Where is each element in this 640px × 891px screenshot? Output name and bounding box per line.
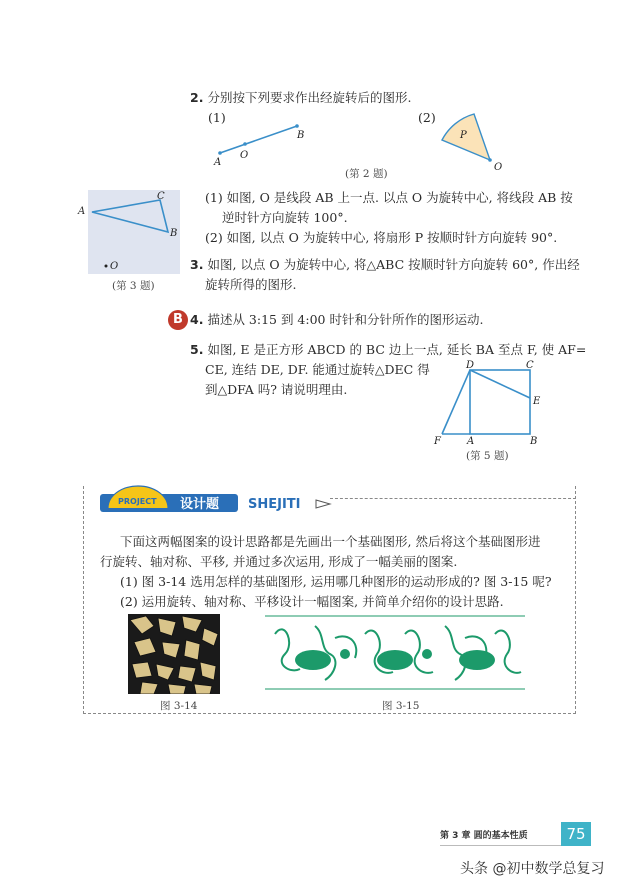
q5-text1: 如图, E 是正方形 ABCD 的 BC 边上一点, 延长 BA 至点 F, 使 AF= [207,342,587,357]
design-para-line2: 行旋转、轴对称、平移, 并通过多次运用, 形成了一幅美丽的图案. [100,554,458,569]
triangle-abc [92,200,168,232]
project-banner-graphic [100,482,340,514]
label-b: B [297,130,305,141]
q2-text: 分别按下列要求作出经旋转后的图形. [207,90,412,105]
tessellation-pattern [128,614,220,694]
label-c: C [526,360,534,371]
q3-triangle-svg [88,190,180,274]
design-item2: (2) 运用旋转、轴对称、平移设计一幅图案, 并简单介绍你的设计思路. [120,594,504,609]
label-o3: O [110,261,119,272]
design-pinyin: SHEJITI [248,497,301,512]
q5-number: 5. [190,342,204,357]
pencil-icon [316,500,330,508]
q3-line2: 旋转所得的图形. [205,277,297,292]
label-a: A [214,157,222,168]
design-para-line1: 下面这两幅图案的设计思路都是先画出一个基础图形, 然后将这个基础图形进 [120,534,541,549]
label-b3: B [170,228,178,239]
q3-figure [88,190,180,274]
label-c3: C [157,191,165,202]
q5-line2: CE, 连结 DE, DF. 能通过旋转△DEC 得 [205,362,430,377]
figure-3-15-caption: 图 3-15 [382,700,420,712]
segment-ab [220,126,297,153]
label-p: P [460,130,467,141]
q3-number: 3. [190,257,204,272]
segment-de [470,370,530,398]
phoenix-pattern [265,614,525,692]
design-section-top-line [330,498,576,499]
label-o: O [240,150,249,161]
design-title: 设计题 [180,497,220,512]
q2-part1-label: (1) [208,110,226,125]
q2-sub1-line2: 逆时针方向旋转 100°. [222,210,348,225]
q5-line3: 到△DFA 吗? 请说明理由. [205,382,348,397]
project-word: PROJECT [118,497,157,506]
label-a3: A [78,206,86,217]
segment-df [442,370,470,434]
point-o3-dot [105,265,108,268]
figure-3-14-tessellation [128,614,220,694]
point-o-dot [243,142,247,146]
project-banner [100,482,340,514]
sector-center-dot [488,158,492,162]
q3-figure-caption: (第 3 题) [112,280,155,292]
q2-stem [190,88,411,108]
label-a5: A [467,436,475,446]
q5-square-figure [430,360,545,446]
q2-part2-label: (2) [418,110,436,125]
figure-3-15-pattern [265,614,525,692]
q3-line1 [190,255,580,275]
chapter-label: 第 3 章 圆的基本性质 [440,831,528,841]
point-a-dot [218,151,222,155]
label-e: E [533,396,541,407]
q2-figure-caption: (第 2 题) [345,168,388,180]
q2-sub1-line1: (1) 如图, O 是线段 AB 上一点. 以点 O 为旋转中心, 将线段 AB 按 [205,190,573,205]
q5-figure-caption: (第 5 题) [466,450,509,462]
label-d: D [466,360,475,371]
square-abcd [470,370,530,434]
q2-sub2: (2) 如图, 以点 O 为旋转中心, 将扇形 P 按顺时针方向旋转 90°. [205,230,558,245]
q4-text: 描述从 3:15 到 4:00 时针和分针所作的图形运动. [207,312,484,327]
level-b-badge: B [168,310,188,330]
q2-segment-figure [205,118,325,170]
q2-sector-figure [430,110,510,174]
label-f: F [434,436,441,446]
design-item1: (1) 图 3-14 选用怎样的基础图形, 运用哪几种图形的运动形成的? 图 3-15 呢? [120,574,552,589]
point-b-dot [295,124,299,128]
q4 [190,310,483,330]
label-b5: B [530,436,538,446]
q3-text1: 如图, 以点 O 为旋转中心, 将△ABC 按顺时针方向旋转 60°, 作出经 [207,257,580,272]
figure-3-14-caption: 图 3-14 [160,700,198,712]
watermark: 头条 @初中数学总复习 [460,861,605,877]
page-number: 75 [561,822,591,846]
q2-number: 2. [190,90,204,105]
q4-number: 4. [190,312,204,327]
label-o2: O [494,162,503,173]
q5-line1 [190,340,586,360]
